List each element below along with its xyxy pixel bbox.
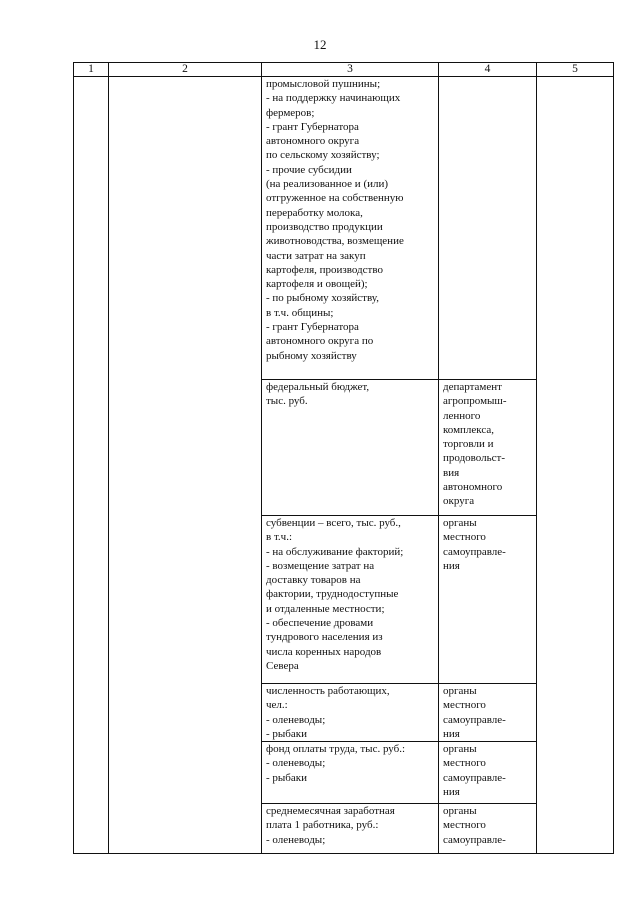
indicator-text-line: тундрового населения из bbox=[266, 631, 383, 644]
responsible-cell bbox=[439, 684, 537, 742]
indicator-cell bbox=[262, 77, 439, 380]
indicator-text-line: - обеспечение дровами bbox=[266, 617, 374, 630]
responsible-text-line: самоуправле- bbox=[443, 545, 506, 558]
empty-cell-col2 bbox=[109, 804, 262, 854]
empty-cell-col1 bbox=[74, 804, 109, 854]
responsible-text-line: автономного bbox=[443, 481, 503, 494]
indicator-text-line: субвенции – всего, тыс. руб., bbox=[266, 517, 401, 529]
indicator-text-line: - рыбаки bbox=[266, 771, 308, 784]
indicator-text-line: переработку молока, bbox=[266, 206, 363, 219]
table-row bbox=[74, 516, 614, 684]
responsible-text-line: местного bbox=[443, 699, 486, 712]
responsible-cell bbox=[439, 804, 537, 854]
indicator-text-line: автономного округа по bbox=[266, 335, 374, 348]
empty-cell-col1 bbox=[74, 380, 109, 516]
indicator-text-line: и отдаленные местности; bbox=[266, 602, 385, 615]
indicator-text-line: плата 1 работника, руб.: bbox=[266, 819, 379, 832]
indicator-cell bbox=[262, 804, 439, 854]
indicator-text-line: в т.ч. общины; bbox=[266, 306, 334, 319]
indicator-cell bbox=[262, 516, 439, 684]
empty-cell-col5 bbox=[537, 804, 614, 854]
indicator-text-line: животноводства, возмещение bbox=[266, 235, 404, 248]
indicator-text-line: картофеля, производство bbox=[266, 263, 383, 276]
document-table bbox=[73, 62, 614, 854]
responsible-text-line: продовольст- bbox=[443, 452, 505, 465]
responsible-text-line: комплекса, bbox=[443, 423, 495, 436]
indicator-cell bbox=[262, 380, 439, 516]
column-header-3: 3 bbox=[262, 63, 439, 77]
responsible-text-line: округа bbox=[443, 495, 475, 508]
responsible-text-line: самоуправле- bbox=[443, 771, 506, 784]
table-body bbox=[74, 77, 614, 854]
table-row bbox=[74, 77, 614, 380]
responsible-text-line: торговли и bbox=[443, 438, 494, 451]
responsible-text-line: ния bbox=[443, 559, 460, 572]
column-header-1: 1 bbox=[74, 63, 109, 77]
responsible-text-line: местного bbox=[443, 531, 486, 544]
indicator-text-line: (на реализованное и (или) bbox=[266, 178, 389, 191]
empty-cell-col5 bbox=[537, 516, 614, 684]
responsible-text-line: агропромыш- bbox=[443, 395, 507, 408]
empty-cell-col5 bbox=[537, 380, 614, 516]
responsible-text-line: ния bbox=[443, 786, 460, 799]
responsible-cell bbox=[439, 516, 537, 684]
indicator-text-line: части затрат на закуп bbox=[266, 249, 366, 262]
empty-cell-col5 bbox=[537, 684, 614, 742]
page-number: 12 bbox=[313, 37, 327, 52]
indicator-text-line: промысловой пушнины; bbox=[266, 78, 381, 90]
indicator-text-line: в т.ч.: bbox=[266, 531, 293, 544]
column-header-5: 5 bbox=[537, 63, 614, 77]
indicator-text-line: - прочие субсидии bbox=[266, 163, 352, 176]
indicator-text-line: чел.: bbox=[266, 699, 288, 712]
indicator-text-line: - грант Губернатора bbox=[266, 120, 359, 133]
indicator-text-line: фактории, труднодоступные bbox=[266, 588, 399, 601]
indicator-text-line: - рыбаки bbox=[266, 727, 308, 740]
indicator-text-line: - на поддержку начинающих bbox=[266, 92, 401, 105]
indicator-cell bbox=[262, 684, 439, 742]
indicator-text-line: - грант Губернатора bbox=[266, 321, 359, 334]
responsible-text-line: местного bbox=[443, 819, 486, 832]
table-header-row bbox=[74, 63, 614, 77]
responsible-text-line: органы bbox=[443, 743, 477, 756]
indicator-text-line: числа коренных народов bbox=[266, 645, 382, 658]
responsible-text-line: органы bbox=[443, 685, 477, 697]
indicator-text-line: федеральный бюджет, bbox=[266, 381, 370, 393]
responsible-text-line: органы bbox=[443, 805, 477, 818]
responsible-cell bbox=[439, 380, 537, 516]
indicator-text-line: тыс. руб. bbox=[266, 395, 308, 408]
indicator-text-line: - оленеводы; bbox=[266, 757, 326, 770]
responsible-text-line: ния bbox=[443, 727, 460, 740]
indicator-text-line: доставку товаров на bbox=[266, 574, 361, 587]
column-header-2: 2 bbox=[109, 63, 262, 77]
indicator-text-line: - оленеводы; bbox=[266, 833, 326, 846]
table-row bbox=[74, 742, 614, 804]
indicator-text-line: численность работающих, bbox=[266, 685, 390, 697]
indicator-text-line: среднемесячная заработная bbox=[266, 805, 395, 818]
empty-cell-col5 bbox=[537, 742, 614, 804]
empty-cell-col2 bbox=[109, 742, 262, 804]
indicator-text-line: автономного округа bbox=[266, 135, 360, 148]
empty-cell-col2 bbox=[109, 77, 262, 380]
responsible-cell bbox=[439, 742, 537, 804]
empty-cell-col1 bbox=[74, 77, 109, 380]
table-row bbox=[74, 684, 614, 742]
responsible-text-line: местного bbox=[443, 757, 486, 770]
column-header-4: 4 bbox=[439, 63, 537, 77]
indicator-text-line: - оленеводы; bbox=[266, 713, 326, 726]
empty-cell-col1 bbox=[74, 742, 109, 804]
indicator-text-line: - возмещение затрат на bbox=[266, 559, 375, 572]
indicator-text-line: рыбному хозяйству bbox=[266, 349, 357, 362]
responsible-text-line: самоуправле- bbox=[443, 833, 506, 846]
empty-cell-col1 bbox=[74, 684, 109, 742]
indicator-text-line: - на обслуживание факторий; bbox=[266, 545, 404, 558]
indicator-text-line: по сельскому хозяйству; bbox=[266, 149, 380, 162]
responsible-cell bbox=[439, 77, 537, 380]
indicator-text-line: отгруженное на собственную bbox=[266, 192, 404, 205]
responsible-text-line: органы bbox=[443, 517, 477, 529]
responsible-text-line: самоуправле- bbox=[443, 713, 506, 726]
empty-cell-col1 bbox=[74, 516, 109, 684]
empty-cell-col2 bbox=[109, 516, 262, 684]
indicator-text-line: фонд оплаты труда, тыс. руб.: bbox=[266, 743, 406, 756]
indicator-text-line: фермеров; bbox=[266, 106, 315, 119]
empty-cell-col2 bbox=[109, 380, 262, 516]
empty-cell-col2 bbox=[109, 684, 262, 742]
indicator-text-line: картофеля и овощей); bbox=[266, 278, 368, 291]
table-row bbox=[74, 804, 614, 854]
responsible-text-line: департамент bbox=[443, 381, 502, 393]
indicator-text-line: - по рыбному хозяйству, bbox=[266, 292, 379, 305]
table-row bbox=[74, 380, 614, 516]
indicator-text-line: Севера bbox=[266, 659, 299, 672]
empty-cell-col5 bbox=[537, 77, 614, 380]
responsible-text-line: вия bbox=[443, 466, 460, 479]
indicator-cell bbox=[262, 742, 439, 804]
responsible-text-line: ленного bbox=[443, 409, 481, 422]
indicator-text-line: производство продукции bbox=[266, 220, 383, 233]
